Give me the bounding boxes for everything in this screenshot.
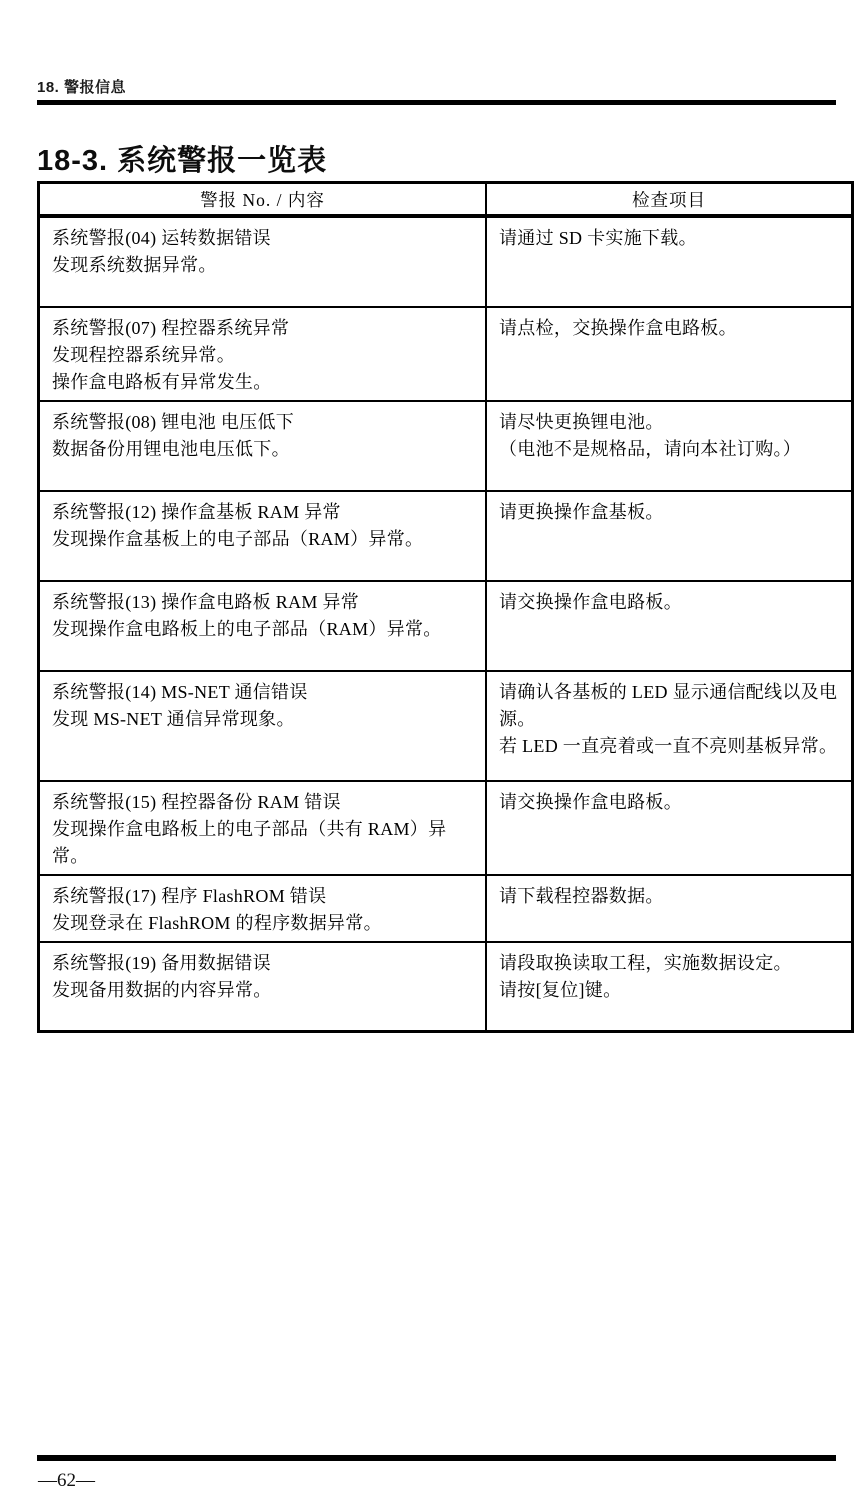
table-row [39,216,853,307]
alarm-cell [39,216,487,307]
cell-text-line: 发现备用数据的内容异常。 [52,980,272,1000]
alarm-cell [39,401,487,491]
check-cell [486,671,853,781]
check-cell [486,307,853,401]
check-cell [486,781,853,875]
check-cell [486,942,853,1031]
cell-text-line: 系统警报(17) 程序 FlashROM 错误 [52,886,327,906]
alarm-cell [39,581,487,671]
check-cell [486,581,853,671]
alarm-cell [39,942,487,1031]
alarm-cell [39,875,487,942]
cell-text-line: 系统警报(15) 程控器备份 RAM 错误 [52,792,341,812]
cell-text-line: 系统警报(07) 程控器系统异常 [52,318,290,338]
table-row [39,581,853,671]
cell-text-line: 若 LED 一直亮着或一直不亮则基板异常。 [499,736,838,756]
cell-text-line: 系统警报(14) MS-NET 通信错误 [52,682,308,702]
column-header-check-items: 检查项目 [486,183,853,217]
check-cell [486,491,853,581]
cell-text-line: 发现操作盒电路板上的电子部品（RAM）异常。 [52,619,442,639]
table-body [39,216,853,1031]
cell-text-line: 请下载程控器数据。 [499,886,664,906]
running-header: 18. 警报信息 [37,79,127,96]
cell-text-line: 操作盒电路板有异常发生。 [52,372,272,392]
cell-text-line: 请段取换读取工程，实施数据设定。 [499,953,792,973]
page-number: —62— [38,1470,95,1491]
cell-text-line: （电池不是规格品，请向本社订购。） [499,439,802,459]
cell-text-line: 请确认各基板的 LED 显示通信配线以及电源。 [499,682,838,729]
table-header-row [39,183,853,217]
cell-text-line: 发现 MS-NET 通信异常现象。 [52,709,295,729]
check-cell [486,875,853,942]
alarm-cell [39,491,487,581]
table-row [39,401,853,491]
check-cell [486,216,853,307]
cell-text-line: 系统警报(12) 操作盒基板 RAM 异常 [52,502,341,522]
cell-text-line: 发现登录在 FlashROM 的程序数据异常。 [52,913,382,933]
table-row [39,781,853,875]
table-row [39,875,853,942]
header-rule [37,100,836,105]
manual-page [37,0,836,1503]
cell-text-line: 请交换操作盒电路板。 [499,792,682,812]
footer-rule [37,1455,836,1461]
cell-text-line: 发现操作盒电路板上的电子部品（共有 RAM）异常。 [52,819,447,866]
table-row [39,942,853,1031]
cell-text-line: 系统警报(04) 运转数据错误 [52,228,271,248]
alarm-cell [39,671,487,781]
cell-text-line: 请点检，交换操作盒电路板。 [499,318,737,338]
cell-text-line: 发现操作盒基板上的电子部品（RAM）异常。 [52,529,424,549]
cell-text-line: 请交换操作盒电路板。 [499,592,682,612]
system-alarm-table [37,181,854,1033]
table-row [39,671,853,781]
cell-text-line: 请通过 SD 卡实施下载。 [499,228,697,248]
cell-text-line: 请按[复位]键。 [499,980,622,1000]
check-cell [486,401,853,491]
table-row [39,491,853,581]
cell-text-line: 发现系统数据异常。 [52,255,217,275]
cell-text-line: 请更换操作盒基板。 [499,502,664,522]
alarm-cell [39,781,487,875]
cell-text-line: 发现程控器系统异常。 [52,345,235,365]
cell-text-line: 系统警报(13) 操作盒电路板 RAM 异常 [52,592,360,612]
cell-text-line: 请尽快更换锂电池。 [499,412,664,432]
column-header-alarm-no-content: 警报 No. / 内容 [39,183,487,217]
cell-text-line: 系统警报(08) 锂电池 电压低下 [52,412,295,432]
cell-text-line: 数据备份用锂电池电压低下。 [52,439,290,459]
cell-text-line: 系统警报(19) 备用数据错误 [52,953,271,973]
page-title: 18-3. 系统警报一览表 [37,145,328,177]
table-row [39,307,853,401]
alarm-cell [39,307,487,401]
